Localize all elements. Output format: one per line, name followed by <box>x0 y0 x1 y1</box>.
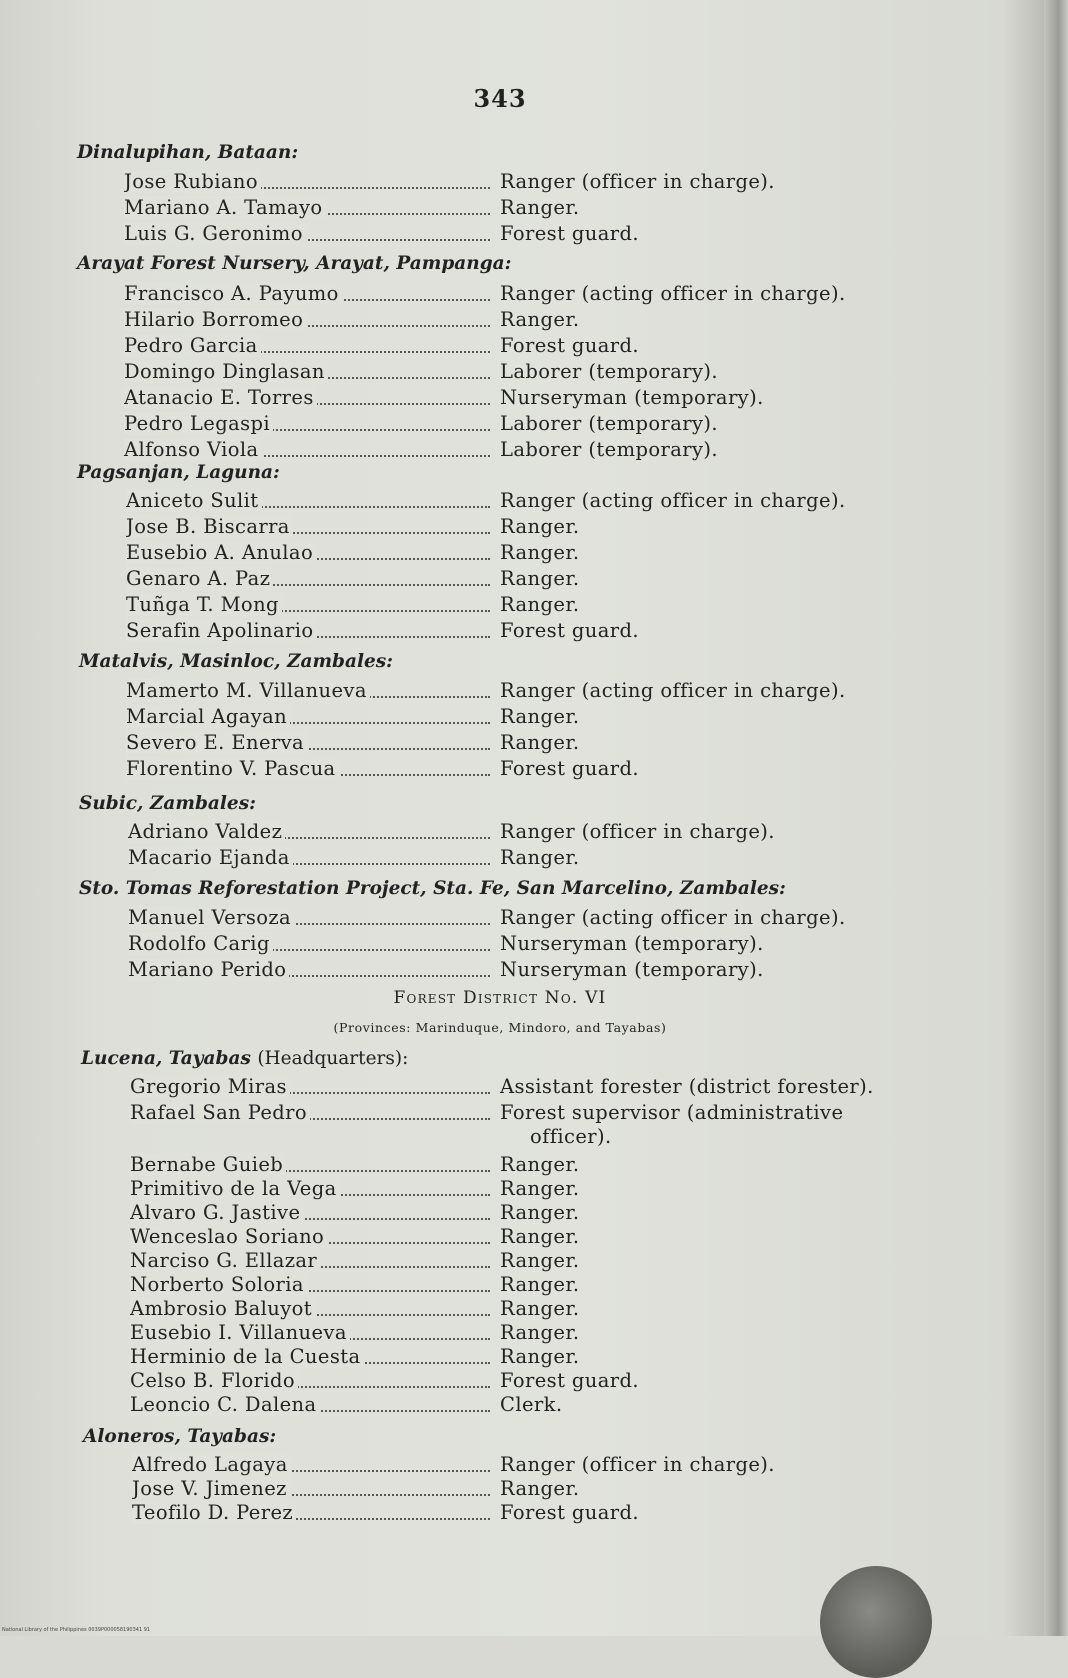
employee-title <box>500 1345 580 1368</box>
employee-name <box>124 386 494 409</box>
section-heading-text: Aloneros, Tayabas: <box>83 1426 277 1447</box>
employee-name <box>132 1453 494 1476</box>
employee-title <box>500 222 639 245</box>
employee-name-text: Florentino V. Pascua <box>126 757 339 780</box>
employee-title <box>500 593 580 616</box>
employee-name-text: Manuel Versoza <box>128 906 294 929</box>
employee-title <box>500 282 846 305</box>
section-heading <box>77 462 280 483</box>
employee-name <box>126 593 494 616</box>
employee-title <box>500 1273 580 1296</box>
employee-name-text: Pedro Garcia <box>124 334 261 357</box>
employee-name <box>126 515 494 538</box>
employee-name <box>124 222 494 245</box>
section-heading <box>79 651 393 672</box>
employee-name <box>130 1345 494 1368</box>
section-heading <box>83 1426 276 1447</box>
employee-name-text: Jose Rubiano <box>124 170 261 193</box>
employee-name <box>124 308 494 331</box>
employee-title <box>500 1453 775 1476</box>
employee-name-text: Bernabe Guieb <box>130 1153 286 1176</box>
employee-name-text: Eusebio A. Anulao <box>126 541 316 564</box>
book-spine <box>1044 0 1068 1636</box>
employee-name-text: Aniceto Sulit <box>126 489 262 512</box>
employee-name <box>130 1075 494 1098</box>
employee-name-text: Rafael San Pedro <box>130 1101 310 1124</box>
employee-name <box>126 757 494 780</box>
employee-title-text: Ranger. <box>500 196 580 219</box>
section-heading-text: Subic, Zambales: <box>79 793 256 814</box>
employee-name-text: Luis G. Geronimo <box>124 222 306 245</box>
employee-title-text: Ranger. <box>500 567 580 590</box>
employee-title-text: Ranger. <box>500 731 580 754</box>
section-heading <box>77 253 511 274</box>
employee-name-text: Teofilo D. Perez <box>132 1501 296 1524</box>
employee-name <box>126 541 494 564</box>
employee-name <box>126 619 494 642</box>
employee-name-text: Herminio de la Cuesta <box>130 1345 364 1368</box>
employee-name-text: Marcial Agayan <box>126 705 290 728</box>
employee-title-text: Forest guard. <box>500 757 639 780</box>
page-number: 343 <box>473 84 527 113</box>
employee-name-text: Alvaro G. Jastive <box>130 1201 303 1224</box>
scan-footer: National Library of the Philippines 0039P000058190341 91 <box>2 1627 151 1633</box>
employee-name-text: Alfonso Viola <box>124 438 262 461</box>
employee-name <box>124 334 494 357</box>
employee-name <box>128 846 494 869</box>
employee-title <box>500 1201 580 1224</box>
employee-title-text: Ranger. <box>500 541 580 564</box>
employee-name-text: Rodolfo Carig <box>128 932 273 955</box>
section-heading-text: Pagsanjan, Laguna: <box>77 462 280 483</box>
employee-title <box>500 308 580 331</box>
employee-title <box>500 705 580 728</box>
employee-name-text: Primitivo de la Vega <box>130 1177 340 1200</box>
employee-name <box>130 1369 494 1392</box>
employee-name <box>124 170 494 193</box>
employee-name <box>128 820 494 843</box>
district-subheading: (Provinces: Marinduque, Mindoro, and Tayabas) <box>333 1020 667 1035</box>
employee-name <box>128 958 494 981</box>
employee-title-text: Ranger. <box>500 1177 580 1200</box>
section-heading <box>77 142 298 163</box>
employee-name-text: Alfredo Lagaya <box>132 1453 291 1476</box>
employee-title <box>500 1101 916 1149</box>
employee-title-text: Nurseryman (temporary). <box>500 386 764 409</box>
employee-title <box>500 1393 562 1416</box>
employee-name-text: Severo E. Enerva <box>126 731 307 754</box>
employee-title <box>500 386 764 409</box>
employee-title-text: Forest supervisor (administrative <box>500 1101 844 1124</box>
employee-title <box>500 1225 580 1248</box>
employee-name <box>130 1321 494 1344</box>
employee-title-continuation: officer). <box>530 1125 612 1148</box>
employee-name-text: Adriano Valdez <box>128 820 285 843</box>
employee-name <box>132 1477 494 1500</box>
employee-title-text: Ranger (officer in charge). <box>500 820 775 843</box>
employee-name <box>128 932 494 955</box>
employee-title-text: Forest guard. <box>500 334 639 357</box>
section-heading-text: Lucena, Tayabas <box>81 1048 251 1069</box>
employee-name-text: Hilario Borromeo <box>124 308 306 331</box>
employee-title-text: Nurseryman (temporary). <box>500 958 764 981</box>
employee-name <box>130 1273 494 1296</box>
employee-name <box>124 196 494 219</box>
employee-title <box>500 1321 580 1344</box>
employee-name <box>124 360 494 383</box>
employee-title <box>500 1249 580 1272</box>
employee-title <box>500 567 580 590</box>
employee-title <box>500 196 580 219</box>
employee-name-text: Pedro Legaspi <box>124 412 273 435</box>
employee-title-text: Forest guard. <box>500 619 639 642</box>
employee-title <box>500 1177 580 1200</box>
employee-name <box>130 1201 494 1224</box>
employee-name-text: Leoncio C. Dalena <box>130 1393 320 1416</box>
employee-title <box>500 360 718 383</box>
employee-name <box>130 1153 494 1176</box>
employee-name-text: Gregorio Miras <box>130 1075 290 1098</box>
section-heading-text: Sto. Tomas Reforestation Project, Sta. Fe, San Marcelino, Zambales: <box>79 878 786 899</box>
employee-title-text: Forest guard. <box>500 1369 639 1392</box>
district-heading: Forest District No. VI <box>393 988 607 1008</box>
employee-name <box>126 489 494 512</box>
employee-title-text: Nurseryman (temporary). <box>500 932 764 955</box>
employee-title-text: Ranger. <box>500 515 580 538</box>
employee-title-text: Laborer (temporary). <box>500 412 718 435</box>
employee-title <box>500 438 718 461</box>
employee-title <box>500 1501 639 1524</box>
employee-title-text: Ranger. <box>500 1477 580 1500</box>
section-heading <box>79 793 256 814</box>
employee-title <box>500 412 718 435</box>
employee-title-text: Ranger. <box>500 1153 580 1176</box>
employee-title <box>500 515 580 538</box>
employee-name <box>130 1101 494 1124</box>
employee-title <box>500 932 764 955</box>
employee-title <box>500 489 846 512</box>
employee-title-text: Assistant forester (district forester). <box>500 1075 874 1098</box>
employee-title-text: Ranger (officer in charge). <box>500 1453 775 1476</box>
employee-name-text: Mamerto M. Villanueva <box>126 679 370 702</box>
employee-name-text: Jose B. Biscarra <box>126 515 293 538</box>
employee-title <box>500 1075 874 1098</box>
employee-title-text: Ranger. <box>500 593 580 616</box>
employee-name <box>130 1249 494 1272</box>
employee-title-text: Ranger. <box>500 1201 580 1224</box>
section-heading-note: (Headquarters): <box>257 1048 409 1069</box>
employee-name <box>126 705 494 728</box>
employee-title-text: Ranger. <box>500 1321 580 1344</box>
employee-name <box>124 412 494 435</box>
employee-title <box>500 1477 580 1500</box>
employee-title <box>500 958 764 981</box>
employee-name-text: Serafin Apolinario <box>126 619 317 642</box>
employee-name <box>132 1501 494 1524</box>
employee-title <box>500 731 580 754</box>
employee-name-text: Macario Ejanda <box>128 846 293 869</box>
employee-title-text: Ranger. <box>500 1345 580 1368</box>
employee-title-text: Ranger (acting officer in charge). <box>500 679 846 702</box>
employee-name <box>124 282 494 305</box>
employee-name <box>126 679 494 702</box>
employee-name <box>126 731 494 754</box>
employee-title <box>500 170 775 193</box>
employee-name <box>130 1393 494 1416</box>
employee-title <box>500 619 639 642</box>
employee-title <box>500 541 580 564</box>
employee-name-text: Francisco A. Payumo <box>124 282 342 305</box>
employee-title-text: Ranger. <box>500 1273 580 1296</box>
employee-title-text: Ranger (acting officer in charge). <box>500 906 846 929</box>
employee-name-text: Ambrosio Baluyot <box>130 1297 315 1320</box>
employee-title <box>500 679 846 702</box>
employee-name-text: Mariano A. Tamayo <box>124 196 326 219</box>
employee-name-text: Jose V. Jimenez <box>132 1477 290 1500</box>
employee-title-text: Ranger. <box>500 1297 580 1320</box>
employee-title-text: Ranger. <box>500 1249 580 1272</box>
employee-name <box>130 1225 494 1248</box>
employee-name <box>126 567 494 590</box>
employee-title-text: Forest guard. <box>500 1501 639 1524</box>
employee-name-text: Mariano Perido <box>128 958 289 981</box>
employee-name-text: Tuñga T. Mong <box>126 593 282 616</box>
employee-name <box>124 438 494 461</box>
section-heading <box>81 1048 408 1069</box>
employee-name-text: Norberto Soloria <box>130 1273 307 1296</box>
section-heading-text: Matalvis, Masinloc, Zambales: <box>79 651 394 672</box>
employee-title-text: Ranger. <box>500 1225 580 1248</box>
employee-title-text: Ranger (acting officer in charge). <box>500 489 846 512</box>
employee-title <box>500 1369 639 1392</box>
employee-title <box>500 1297 580 1320</box>
employee-title <box>500 334 639 357</box>
employee-title <box>500 820 775 843</box>
employee-title <box>500 757 639 780</box>
employee-title-text: Clerk. <box>500 1393 563 1416</box>
section-heading <box>79 878 786 899</box>
employee-title-text: Laborer (temporary). <box>500 360 718 383</box>
employee-name <box>130 1297 494 1320</box>
employee-title <box>500 846 580 869</box>
employee-name-text: Genaro A. Paz <box>126 567 273 590</box>
employee-name-text: Eusebio I. Villanueva <box>130 1321 350 1344</box>
employee-title <box>500 1153 580 1176</box>
section-heading-text: Dinalupihan, Bataan: <box>77 142 299 163</box>
employee-name <box>130 1177 494 1200</box>
employee-name-text: Celso B. Florido <box>130 1369 298 1392</box>
employee-name-text: Narciso G. Ellazar <box>130 1249 320 1272</box>
employee-name-text: Atanacio E. Torres <box>124 386 317 409</box>
employee-title-text: Ranger (officer in charge). <box>500 170 775 193</box>
employee-title <box>500 906 846 929</box>
employee-title-text: Ranger. <box>500 705 580 728</box>
employee-title-text: Laborer (temporary). <box>500 438 718 461</box>
library-stamp <box>820 1566 932 1678</box>
employee-name-text: Wenceslao Soriano <box>130 1225 327 1248</box>
employee-title-text: Forest guard. <box>500 222 639 245</box>
employee-title-text: Ranger. <box>500 846 580 869</box>
employee-title-text: Ranger (acting officer in charge). <box>500 282 846 305</box>
employee-name-text: Domingo Dinglasan <box>124 360 328 383</box>
employee-title-text: Ranger. <box>500 308 580 331</box>
section-heading-text: Arayat Forest Nursery, Arayat, Pampanga: <box>77 253 512 274</box>
employee-name <box>128 906 494 929</box>
